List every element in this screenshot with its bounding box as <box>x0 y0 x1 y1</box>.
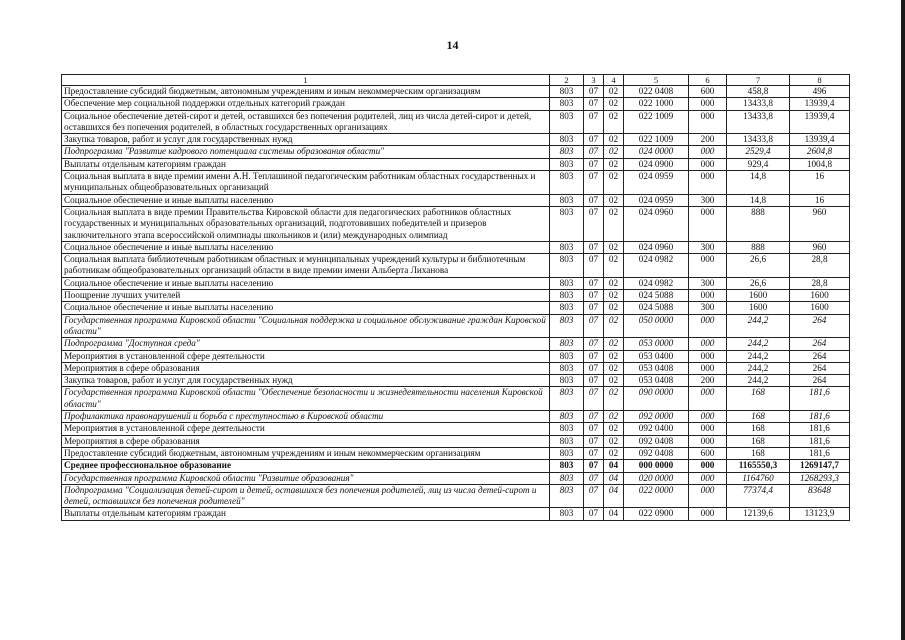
subsection-cell: 02 <box>604 375 624 387</box>
description-cell: Мероприятия в установленной сфере деятельности <box>62 350 550 362</box>
subsection-cell: 02 <box>604 447 624 459</box>
expense-type-cell: 300 <box>689 302 727 314</box>
target-article-cell: 050 0000 <box>624 314 689 338</box>
target-article-cell: 022 0408 <box>624 86 689 98</box>
expense-type-cell: 200 <box>689 375 727 387</box>
amount-year2-cell: 83648 <box>790 484 850 508</box>
description-cell: Социальное обеспечение и иные выплаты населению <box>62 277 550 289</box>
subsection-cell: 02 <box>604 194 624 206</box>
expense-type-cell: 000 <box>689 110 727 134</box>
ministry-code-cell: 803 <box>550 375 584 387</box>
amount-year2-cell: 1268293,3 <box>790 472 850 484</box>
expense-type-cell: 000 <box>689 98 727 110</box>
table-row <box>62 302 850 314</box>
table-row <box>62 158 850 170</box>
section-cell: 07 <box>584 460 604 472</box>
expense-type-cell: 000 <box>689 423 727 435</box>
ministry-code-cell: 803 <box>550 98 584 110</box>
section-cell: 07 <box>584 206 604 241</box>
amount-year1-cell: 168 <box>727 423 790 435</box>
ministry-code-cell: 803 <box>550 435 584 447</box>
amount-year1-cell: 168 <box>727 447 790 459</box>
description-cell: Подпрограмма "Доступная среда" <box>62 338 550 350</box>
section-cell: 07 <box>584 277 604 289</box>
section-cell: 07 <box>584 241 604 253</box>
table-row <box>62 362 850 374</box>
target-article-cell: 092 0408 <box>624 447 689 459</box>
section-cell: 07 <box>584 146 604 158</box>
amount-year1-cell: 77374,4 <box>727 484 790 508</box>
section-cell: 07 <box>584 350 604 362</box>
subsection-cell: 02 <box>604 171 624 195</box>
amount-year2-cell: 264 <box>790 338 850 350</box>
expense-type-cell: 000 <box>689 387 727 411</box>
section-cell: 07 <box>584 338 604 350</box>
description-cell: Социальное обеспечение и иные выплаты населению <box>62 194 550 206</box>
table-row <box>62 338 850 350</box>
section-cell: 07 <box>584 302 604 314</box>
table-row <box>62 411 850 423</box>
description-cell: Предоставление субсидий бюджетным, автономным учреждениям и иным некоммерческим организациям <box>62 86 550 98</box>
ministry-code-cell: 803 <box>550 338 584 350</box>
subsection-cell: 02 <box>604 338 624 350</box>
amount-year2-cell: 28,8 <box>790 254 850 278</box>
amount-year1-cell: 26,6 <box>727 277 790 289</box>
ministry-code-cell: 803 <box>550 206 584 241</box>
table-row <box>62 460 850 472</box>
description-cell: Закупка товаров, работ и услуг для государственных нужд <box>62 375 550 387</box>
ministry-code-cell: 803 <box>550 241 584 253</box>
section-cell: 07 <box>584 254 604 278</box>
subsection-cell: 04 <box>604 460 624 472</box>
description-cell: Среднее профессиональное образование <box>62 460 550 472</box>
section-cell: 07 <box>584 387 604 411</box>
amount-year2-cell: 181,6 <box>790 447 850 459</box>
expense-type-cell: 000 <box>689 435 727 447</box>
subsection-cell: 02 <box>604 134 624 146</box>
target-article-cell: 092 0408 <box>624 435 689 447</box>
target-article-cell: 024 0960 <box>624 206 689 241</box>
amount-year1-cell: 14,8 <box>727 171 790 195</box>
header-cell-7: 7 <box>727 75 790 86</box>
ministry-code-cell: 803 <box>550 302 584 314</box>
amount-year1-cell: 244,2 <box>727 338 790 350</box>
subsection-cell: 02 <box>604 110 624 134</box>
amount-year2-cell: 16 <box>790 171 850 195</box>
target-article-cell: 022 1009 <box>624 110 689 134</box>
expense-type-cell: 300 <box>689 241 727 253</box>
target-article-cell: 024 0960 <box>624 241 689 253</box>
description-cell: Выплаты отдельным категориям граждан <box>62 508 550 520</box>
table-row <box>62 387 850 411</box>
expense-type-cell: 000 <box>689 254 727 278</box>
amount-year2-cell: 1004,8 <box>790 158 850 170</box>
ministry-code-cell: 803 <box>550 508 584 520</box>
ministry-code-cell: 803 <box>550 86 584 98</box>
amount-year1-cell: 13433,8 <box>727 98 790 110</box>
header-cell-8: 8 <box>790 75 850 86</box>
target-article-cell: 090 0000 <box>624 387 689 411</box>
table-row <box>62 171 850 195</box>
table-row <box>62 435 850 447</box>
amount-year1-cell: 168 <box>727 435 790 447</box>
table-row <box>62 375 850 387</box>
expense-type-cell: 000 <box>689 484 727 508</box>
ministry-code-cell: 803 <box>550 146 584 158</box>
table-row <box>62 194 850 206</box>
expense-type-cell: 000 <box>689 146 727 158</box>
expense-type-cell: 000 <box>689 350 727 362</box>
section-cell: 07 <box>584 447 604 459</box>
amount-year1-cell: 244,2 <box>727 350 790 362</box>
ministry-code-cell: 803 <box>550 158 584 170</box>
amount-year2-cell: 264 <box>790 362 850 374</box>
target-article-cell: 053 0400 <box>624 350 689 362</box>
amount-year2-cell: 2604,8 <box>790 146 850 158</box>
expense-type-cell: 000 <box>689 171 727 195</box>
target-article-cell: 024 0900 <box>624 158 689 170</box>
expense-type-cell: 000 <box>689 206 727 241</box>
amount-year1-cell: 168 <box>727 411 790 423</box>
target-article-cell: 053 0000 <box>624 338 689 350</box>
ministry-code-cell: 803 <box>550 460 584 472</box>
amount-year1-cell: 1165550,3 <box>727 460 790 472</box>
table-row <box>62 484 850 508</box>
ministry-code-cell: 803 <box>550 134 584 146</box>
section-cell: 07 <box>584 290 604 302</box>
target-article-cell: 024 0982 <box>624 254 689 278</box>
table-row <box>62 472 850 484</box>
target-article-cell: 024 5088 <box>624 302 689 314</box>
amount-year2-cell: 264 <box>790 375 850 387</box>
section-cell: 07 <box>584 362 604 374</box>
description-cell: Выплаты отдельным категориям граждан <box>62 158 550 170</box>
amount-year1-cell: 244,2 <box>727 362 790 374</box>
amount-year2-cell: 496 <box>790 86 850 98</box>
target-article-cell: 092 0400 <box>624 423 689 435</box>
amount-year1-cell: 2529,4 <box>727 146 790 158</box>
table-row <box>62 134 850 146</box>
table-row <box>62 254 850 278</box>
subsection-cell: 02 <box>604 241 624 253</box>
target-article-cell: 053 0408 <box>624 375 689 387</box>
description-cell: Мероприятия в сфере образования <box>62 362 550 374</box>
subsection-cell: 02 <box>604 290 624 302</box>
section-cell: 07 <box>584 86 604 98</box>
amount-year1-cell: 13433,8 <box>727 110 790 134</box>
amount-year2-cell: 1600 <box>790 290 850 302</box>
subsection-cell: 02 <box>604 387 624 411</box>
target-article-cell: 024 5088 <box>624 290 689 302</box>
target-article-cell: 024 0959 <box>624 194 689 206</box>
subsection-cell: 04 <box>604 508 624 520</box>
subsection-cell: 02 <box>604 302 624 314</box>
scan-edge-border <box>901 0 905 640</box>
section-cell: 07 <box>584 375 604 387</box>
amount-year2-cell: 960 <box>790 241 850 253</box>
description-cell: Государственная программа Кировской области "Обеспечение безопасности и жизнедеятельности населения Кировской области" <box>62 387 550 411</box>
target-article-cell: 022 0000 <box>624 484 689 508</box>
description-cell: Мероприятия в сфере образования <box>62 435 550 447</box>
subsection-cell: 02 <box>604 350 624 362</box>
amount-year1-cell: 888 <box>727 206 790 241</box>
amount-year2-cell: 13123,9 <box>790 508 850 520</box>
target-article-cell: 053 0408 <box>624 362 689 374</box>
ministry-code-cell: 803 <box>550 290 584 302</box>
expense-type-cell: 000 <box>689 158 727 170</box>
subsection-cell: 02 <box>604 146 624 158</box>
amount-year1-cell: 458,8 <box>727 86 790 98</box>
ministry-code-cell: 803 <box>550 411 584 423</box>
amount-year2-cell: 13939,4 <box>790 98 850 110</box>
table-body <box>62 75 850 521</box>
table-row <box>62 146 850 158</box>
table-row <box>62 110 850 134</box>
subsection-cell: 02 <box>604 362 624 374</box>
section-cell: 07 <box>584 134 604 146</box>
description-cell: Социальное обеспечение и иные выплаты населению <box>62 302 550 314</box>
description-cell: Подпрограмма "Развитие кадрового потенциала системы образования области" <box>62 146 550 158</box>
amount-year1-cell: 26,6 <box>727 254 790 278</box>
subsection-cell: 02 <box>604 86 624 98</box>
budget-table <box>61 74 850 521</box>
description-cell: Социальная выплата в виде премии Правительства Кировской области для педагогических работников областных государственных и муниципальных образовательных организаций, подготовивших победителей и призеров заключительного этапа всероссийской олимпиады школьников и (или) международных олимпиад <box>62 206 550 241</box>
amount-year1-cell: 12139,6 <box>727 508 790 520</box>
amount-year1-cell: 929,4 <box>727 158 790 170</box>
expense-type-cell: 000 <box>689 460 727 472</box>
ministry-code-cell: 803 <box>550 387 584 411</box>
table-row <box>62 241 850 253</box>
ministry-code-cell: 803 <box>550 277 584 289</box>
subsection-cell: 02 <box>604 98 624 110</box>
table-row <box>62 98 850 110</box>
amount-year1-cell: 244,2 <box>727 314 790 338</box>
amount-year2-cell: 264 <box>790 350 850 362</box>
section-cell: 07 <box>584 171 604 195</box>
section-cell: 07 <box>584 484 604 508</box>
ministry-code-cell: 803 <box>550 171 584 195</box>
amount-year2-cell: 181,6 <box>790 411 850 423</box>
target-article-cell: 022 0900 <box>624 508 689 520</box>
expense-type-cell: 000 <box>689 338 727 350</box>
expense-type-cell: 000 <box>689 314 727 338</box>
expense-type-cell: 000 <box>689 290 727 302</box>
amount-year2-cell: 16 <box>790 194 850 206</box>
ministry-code-cell: 803 <box>550 110 584 134</box>
section-cell: 07 <box>584 472 604 484</box>
description-cell: Поощрение лучших учителей <box>62 290 550 302</box>
subsection-cell: 04 <box>604 472 624 484</box>
ministry-code-cell: 803 <box>550 423 584 435</box>
table-row <box>62 290 850 302</box>
expense-type-cell: 200 <box>689 134 727 146</box>
target-article-cell: 024 0982 <box>624 277 689 289</box>
description-cell: Профилактика правонарушений и борьба с преступностью в Кировской области <box>62 411 550 423</box>
section-cell: 07 <box>584 98 604 110</box>
target-article-cell: 022 1009 <box>624 134 689 146</box>
amount-year1-cell: 14,8 <box>727 194 790 206</box>
section-cell: 07 <box>584 411 604 423</box>
header-cell-6: 6 <box>689 75 727 86</box>
section-cell: 07 <box>584 508 604 520</box>
description-cell: Мероприятия в установленной сфере деятельности <box>62 423 550 435</box>
expense-type-cell: 000 <box>689 472 727 484</box>
ministry-code-cell: 803 <box>550 314 584 338</box>
subsection-cell: 02 <box>604 158 624 170</box>
subsection-cell: 02 <box>604 435 624 447</box>
expense-type-cell: 600 <box>689 86 727 98</box>
table-row <box>62 277 850 289</box>
section-cell: 07 <box>584 194 604 206</box>
subsection-cell: 02 <box>604 206 624 241</box>
description-cell: Государственная программа Кировской области "Социальная поддержка и социальное обслуживание граждан Кировской области" <box>62 314 550 338</box>
ministry-code-cell: 803 <box>550 194 584 206</box>
header-cell-2: 2 <box>550 75 584 86</box>
description-cell: Социальная выплата библиотечным работникам областных и муниципальных учреждений культуры и библиотечным работникам общеобразовательных организаций области в виде премии имени Альберта Лиханова <box>62 254 550 278</box>
amount-year2-cell: 264 <box>790 314 850 338</box>
amount-year1-cell: 1600 <box>727 290 790 302</box>
description-cell: Социальная выплата в виде премии имени А.Н. Теплашиной педагогическим работникам областных государственных и муниципальных общеобразовательных организаций <box>62 171 550 195</box>
section-cell: 07 <box>584 158 604 170</box>
page-number: 14 <box>446 38 459 52</box>
subsection-cell: 02 <box>604 277 624 289</box>
section-cell: 07 <box>584 314 604 338</box>
section-cell: 07 <box>584 423 604 435</box>
expense-type-cell: 300 <box>689 277 727 289</box>
header-cell-4: 4 <box>604 75 624 86</box>
amount-year2-cell: 1600 <box>790 302 850 314</box>
target-article-cell: 022 1000 <box>624 98 689 110</box>
amount-year2-cell: 1269147,7 <box>790 460 850 472</box>
expense-type-cell: 000 <box>689 362 727 374</box>
target-article-cell: 024 0000 <box>624 146 689 158</box>
ministry-code-cell: 803 <box>550 472 584 484</box>
header-cell-5: 5 <box>624 75 689 86</box>
header-cell-3: 3 <box>584 75 604 86</box>
table-row <box>62 206 850 241</box>
expense-type-cell: 000 <box>689 508 727 520</box>
table-row <box>62 423 850 435</box>
ministry-code-cell: 803 <box>550 350 584 362</box>
section-cell: 07 <box>584 110 604 134</box>
table-row <box>62 508 850 520</box>
expense-type-cell: 300 <box>689 194 727 206</box>
ministry-code-cell: 803 <box>550 362 584 374</box>
amount-year2-cell: 181,6 <box>790 423 850 435</box>
amount-year1-cell: 888 <box>727 241 790 253</box>
section-cell: 07 <box>584 435 604 447</box>
target-article-cell: 024 0959 <box>624 171 689 195</box>
description-cell: Обеспечение мер социальной поддержки отдельных категорий граждан <box>62 98 550 110</box>
table-row <box>62 314 850 338</box>
subsection-cell: 02 <box>604 411 624 423</box>
amount-year1-cell: 168 <box>727 387 790 411</box>
subsection-cell: 02 <box>604 423 624 435</box>
description-cell: Предоставление субсидий бюджетным, автономным учреждениям и иным некоммерческим организациям <box>62 447 550 459</box>
table-header-row <box>62 75 850 86</box>
amount-year1-cell: 244,2 <box>727 375 790 387</box>
amount-year2-cell: 181,6 <box>790 387 850 411</box>
amount-year2-cell: 28,8 <box>790 277 850 289</box>
amount-year1-cell: 1164760 <box>727 472 790 484</box>
description-cell: Социальное обеспечение детей-сирот и детей, оставшихся без попечения родителей, лиц из числа детей-сирот и детей, оставшихся без попечения родителей, в областных государственных организациях <box>62 110 550 134</box>
table-row <box>62 447 850 459</box>
header-cell-1: 1 <box>62 75 550 86</box>
table-row <box>62 86 850 98</box>
target-article-cell: 020 0000 <box>624 472 689 484</box>
amount-year2-cell: 960 <box>790 206 850 241</box>
amount-year1-cell: 1600 <box>727 302 790 314</box>
description-cell: Закупка товаров, работ и услуг для государственных нужд <box>62 134 550 146</box>
ministry-code-cell: 803 <box>550 447 584 459</box>
ministry-code-cell: 803 <box>550 484 584 508</box>
expense-type-cell: 600 <box>689 447 727 459</box>
description-cell: Государственная программа Кировской области "Развитие образования" <box>62 472 550 484</box>
subsection-cell: 02 <box>604 254 624 278</box>
subsection-cell: 02 <box>604 314 624 338</box>
description-cell: Социальное обеспечение и иные выплаты населению <box>62 241 550 253</box>
amount-year2-cell: 13939,4 <box>790 134 850 146</box>
target-article-cell: 092 0000 <box>624 411 689 423</box>
expense-type-cell: 000 <box>689 411 727 423</box>
table-row <box>62 350 850 362</box>
ministry-code-cell: 803 <box>550 254 584 278</box>
subsection-cell: 04 <box>604 484 624 508</box>
amount-year2-cell: 181,6 <box>790 435 850 447</box>
amount-year2-cell: 13939,4 <box>790 110 850 134</box>
target-article-cell: 000 0000 <box>624 460 689 472</box>
amount-year1-cell: 13433,8 <box>727 134 790 146</box>
description-cell: Подпрограмма "Социализация детей-сирот и детей, оставшихся без попечения родителей, лиц из числа детей-сирот и детей, оставшихся без попечения родителей" <box>62 484 550 508</box>
